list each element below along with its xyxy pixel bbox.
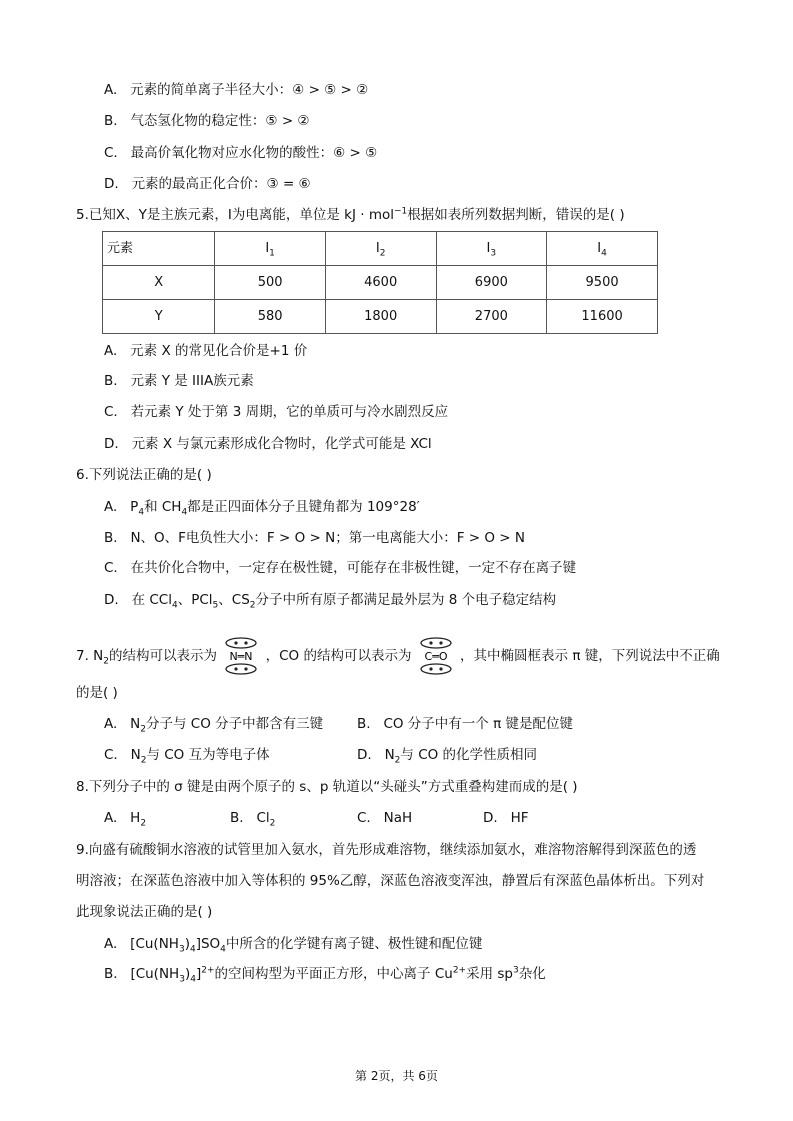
formula-part: 和 CH (144, 499, 182, 515)
question-9-stem-line3: 此现象说法正确的是( ) (76, 904, 213, 920)
option-letter: A. (104, 499, 118, 515)
option-text: 杂化 (518, 966, 546, 982)
subscript: 4 (189, 944, 196, 955)
option-text: 若元素 Y 处于第 3 周期，它的单质可与冷水剧烈反应 (130, 404, 449, 420)
stem-part: ，CO 的结构可以表示为 (265, 648, 412, 664)
table-cell: X (103, 266, 215, 300)
table-header-cell (103, 232, 215, 266)
subscript: 4 (138, 507, 145, 518)
superscript: 2+ (201, 965, 215, 976)
option-letter: B. (104, 966, 118, 982)
question-7-stem (76, 636, 720, 676)
formula-part: [Cu(NH (130, 936, 179, 952)
option-text: 采用 sp (466, 966, 513, 982)
q5-option-a (104, 341, 307, 361)
option-text: NaH (383, 810, 413, 826)
subscript: 2 (140, 724, 147, 735)
formula-part: ] (195, 966, 202, 982)
table-cell: 1800 (325, 300, 436, 334)
q8-option-d (483, 808, 528, 828)
formula-part: N (130, 716, 141, 732)
option-text: 最高价氧化物对应水化物的酸性：⑥ > ⑤ (130, 145, 378, 161)
q6-option-c (104, 558, 576, 578)
option-text: 元素 X 与氯元素形成化合物时，化学式可能是 XCl (131, 436, 432, 452)
q8-option-b (230, 808, 275, 828)
formula-part: ) (184, 936, 190, 952)
subscript: 2 (103, 656, 110, 667)
q7-option-a (104, 714, 323, 734)
q5-option-b (104, 371, 254, 391)
cell-text: I (597, 241, 602, 256)
option-letter: D. (104, 436, 119, 452)
subscript: 2 (140, 818, 147, 829)
q7-option-b (357, 714, 573, 734)
table-cell: 6900 (436, 266, 547, 300)
formula-part: 、CS (218, 592, 250, 608)
table-header-cell (547, 232, 658, 266)
option-text: N、O、F电负性大小：F > O > N；第一电离能大小：F > O > N (130, 530, 525, 546)
option-letter: D. (357, 747, 372, 763)
subscript: 1 (269, 248, 275, 259)
option-letter: C. (357, 810, 371, 826)
cell-text: I (486, 241, 491, 256)
formula-part: ]SO (195, 936, 221, 952)
option-c (104, 143, 377, 163)
option-letter: B. (104, 113, 118, 129)
option-text: 元素的简单离子半径大小：④ > ⑤ > ② (130, 82, 369, 98)
option-letter: B. (104, 530, 118, 546)
option-letter: A. (104, 936, 118, 952)
cell-text: 元素 (107, 241, 134, 256)
option-b (104, 111, 310, 131)
q9-option-b (104, 964, 546, 984)
option-text: 的空间构型为平面正方形，中心离子 Cu (214, 966, 453, 982)
option-text: 元素 Y 是 IIIA族元素 (130, 373, 254, 389)
option-letter: A. (104, 343, 118, 359)
option-letter: D. (104, 176, 119, 192)
option-a (104, 80, 368, 100)
subscript: 2 (394, 755, 401, 766)
n2-label: N═N (229, 650, 253, 663)
option-letter: D. (483, 810, 498, 826)
option-text: 分子中所有原子都满足最外层为 8 个电子稳定结构 (255, 592, 557, 608)
subscript: 4 (171, 600, 178, 611)
option-text: 气态氢化物的稳定性：⑤ > ② (130, 113, 310, 129)
table-cell: 500 (215, 266, 326, 300)
question-9-stem-line1: 9.向盛有硫酸铜水溶液的试管里加入氨水，首先形成难溶物，继续添加氨水，难溶物溶解得到深蓝色的透 (76, 842, 697, 858)
q9-option-a (104, 934, 482, 954)
formula-part: N (384, 747, 395, 763)
subscript: 2 (269, 818, 276, 829)
table-cell: 11600 (547, 300, 658, 334)
option-d (104, 174, 311, 194)
option-letter: C. (104, 145, 118, 161)
table-cell: Y (103, 300, 215, 334)
superscript: 2+ (452, 965, 467, 976)
q8-option-c (357, 808, 412, 828)
formula-part: 在 CCl (131, 592, 172, 608)
option-letter: C. (104, 404, 118, 420)
formula-part: P (130, 499, 139, 515)
option-text: HF (510, 810, 529, 826)
cell-text: I (265, 241, 270, 256)
question-5-stem (76, 205, 625, 225)
q7-option-d (357, 745, 537, 765)
table-header-cell (325, 232, 436, 266)
question-9-stem-line2: 明溶液；在深蓝色溶液中加入等体积的 95%乙醇，深蓝色溶液变浑浊，静置后有深蓝色晶体析出。下列对 (76, 873, 705, 889)
stem-part: 的结构可以表示为 (109, 648, 218, 664)
co-label: C═O (424, 650, 448, 663)
question-6-stem: 6.下列说法正确的是( ) (76, 467, 212, 483)
subscript: 2 (140, 755, 147, 766)
subscript: 3 (490, 248, 497, 259)
stem-part: 根据如表所列数据判断，错误的是( ) (407, 207, 625, 223)
superscript: −1 (393, 206, 408, 217)
subscript: 3 (179, 974, 185, 985)
table-header-cell (436, 232, 547, 266)
question-7-stem-line2: 的是( ) (76, 685, 118, 701)
formula-part: Cl (256, 810, 270, 826)
formula-part: N (130, 747, 141, 763)
table-header-cell (215, 232, 326, 266)
subscript: 2 (379, 248, 386, 259)
co-structure-diagram (416, 636, 456, 676)
option-text: 元素的最高正化合价：③ = ⑥ (131, 176, 311, 192)
table-cell: 2700 (436, 300, 547, 334)
table-cell: 580 (215, 300, 326, 334)
table-row (103, 266, 658, 300)
option-text: 与 CO 互为等电子体 (146, 747, 270, 763)
option-text: 在共价化合物中，一定存在极性键，可能存在非极性键，一定不存在离子键 (130, 560, 577, 576)
option-letter: A. (104, 82, 118, 98)
option-letter: B. (357, 716, 371, 732)
option-text: CO 分子中有一个 π 键是配位键 (383, 716, 573, 732)
table-cell: 9500 (547, 266, 658, 300)
formula-part: [Cu(NH (130, 966, 180, 982)
subscript: 5 (212, 600, 219, 611)
formula-part: ) (184, 966, 191, 982)
option-letter: A. (104, 716, 118, 732)
q5-option-c (104, 402, 448, 422)
subscript: 4 (220, 944, 226, 955)
option-letter: C. (104, 560, 118, 576)
q6-option-d (104, 590, 556, 610)
formula-part: H (130, 810, 141, 826)
table-cell: 4600 (325, 266, 436, 300)
option-text: 中所含的化学键有离子键、极性键和配位键 (225, 936, 483, 952)
option-text: 与 CO 的化学性质相同 (400, 747, 538, 763)
cell-text: I (375, 241, 380, 256)
ionization-energy-table (102, 231, 658, 334)
option-letter: D. (104, 592, 119, 608)
option-letter: B. (230, 810, 244, 826)
table-row (103, 300, 658, 334)
option-letter: B. (104, 373, 118, 389)
subscript: 4 (190, 974, 196, 985)
q6-option-b (104, 528, 525, 548)
option-text: 分子与 CO 分子中都含有三键 (146, 716, 324, 732)
stem-part: 7. N (76, 648, 104, 664)
option-letter: C. (104, 747, 118, 763)
table-header-row (103, 232, 658, 266)
stem-part: 5.已知X、Y是主族元素，I为电离能，单位是 kJ · mol (76, 207, 394, 223)
subscript: 3 (178, 944, 185, 955)
superscript: 3 (513, 965, 519, 976)
subscript: 4 (181, 507, 188, 518)
question-8-stem: 8.下列分子中的 σ 键是由两个原子的 s、p 轨道以“头碰头”方式重叠构建而成的是( ) (76, 779, 578, 795)
subscript: 2 (249, 600, 256, 611)
option-letter: A. (104, 810, 118, 826)
q8-option-a (104, 808, 146, 828)
subscript: 4 (601, 248, 607, 259)
q5-option-d (104, 434, 432, 454)
q6-option-a (104, 497, 420, 517)
page-number-footer: 第 2页，共 6页 (355, 1069, 438, 1083)
option-text: 都是正四面体分子且键角都为 109°28′ (187, 499, 420, 515)
n2-structure-diagram (221, 636, 261, 676)
stem-part: ，其中椭圆框表示 π 键，下列说法中不正确 (460, 648, 720, 664)
option-text: 元素 X 的常见化合价是+1 价 (130, 343, 308, 359)
q7-option-c (104, 745, 270, 765)
formula-part: 、PCl (177, 592, 213, 608)
